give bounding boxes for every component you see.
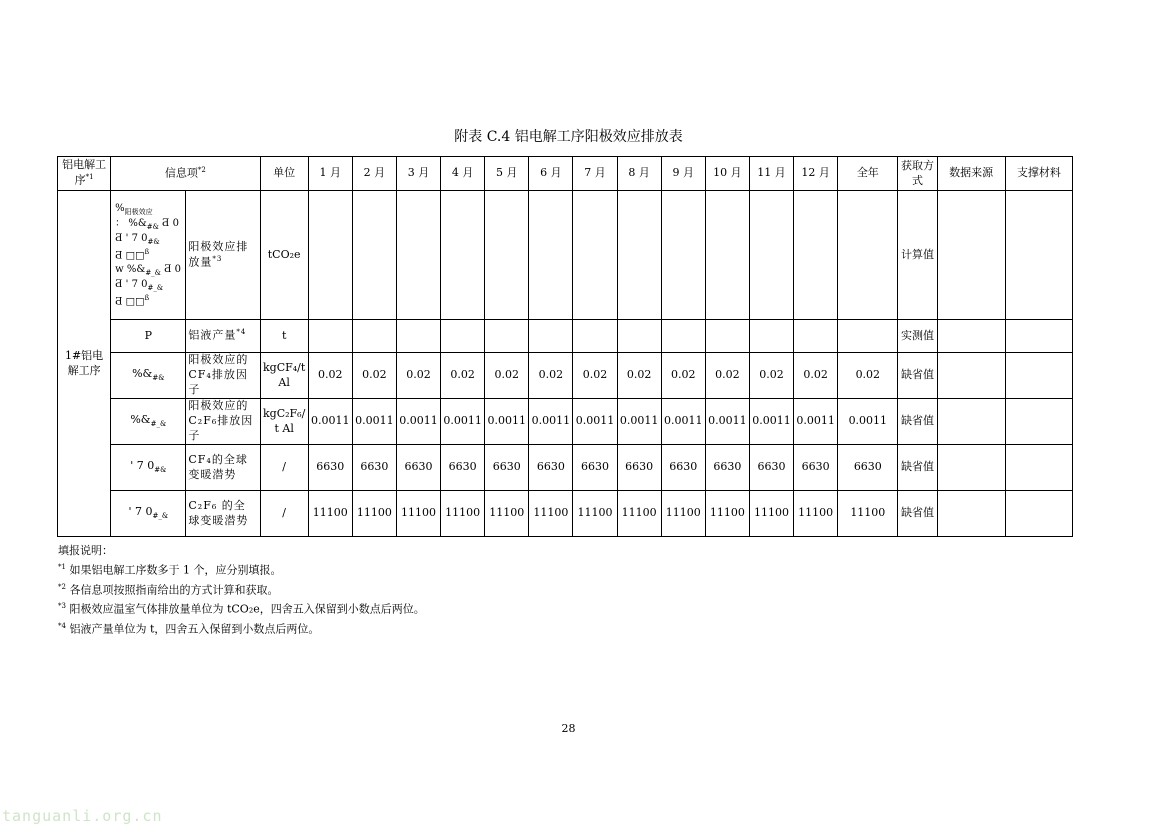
note-item: $^{*3}$ 阳极效应温室气体排放量单位为 tCO₂e，四舍五入保留到小数点后两位。 [58,602,425,616]
value-cell[interactable]: 6630 [573,445,617,491]
value-cell[interactable]: 11100 [485,491,529,537]
value-cell[interactable]: 11100 [573,491,617,537]
value-cell[interactable] [396,191,440,320]
annual-value-cell[interactable]: 11100 [838,491,898,537]
value-cell[interactable]: 0.0011 [396,399,440,445]
unit-cell: / [260,445,308,491]
material-cell[interactable] [1005,353,1072,399]
info-label: C₂F₆ 的全球变暖潜势 [186,491,260,537]
value-cell[interactable]: 11100 [308,491,352,537]
value-cell[interactable] [396,320,440,353]
annual-value-cell[interactable] [838,191,898,320]
process-name-cell: 1#铝电解工序 [58,191,111,537]
header-row [58,157,1073,191]
value-cell[interactable]: 0.02 [396,353,440,399]
value-cell[interactable]: 0.02 [617,353,661,399]
value-cell[interactable] [441,320,485,353]
value-cell[interactable]: 11100 [396,491,440,537]
note-item: $^{*1}$ 如果铝电解工序数多于 1 个，应分别填报。 [58,563,282,577]
table-row [58,191,1073,320]
col-header-month: 12 月 [794,157,838,191]
method-cell: 计算值 [898,191,937,320]
source-cell[interactable] [937,399,1005,445]
value-cell[interactable]: 6630 [529,445,573,491]
info-label: 铝液产量$^{*4}$ [186,320,260,353]
value-cell[interactable]: 0.0011 [573,399,617,445]
value-cell[interactable]: 0.0011 [661,399,705,445]
col-header-month: 10 月 [705,157,749,191]
material-cell[interactable] [1005,191,1072,320]
unit-cell: / [260,491,308,537]
col-header-month: 4 月 [441,157,485,191]
col-header-process: 铝电解工序$^{*1}$ [58,157,111,191]
col-header-source: 数据来源 [937,157,1005,191]
page-number: 28 [561,722,576,735]
value-cell[interactable] [749,191,793,320]
col-header-unit: 单位 [260,157,308,191]
source-cell[interactable] [937,191,1005,320]
notes-section [58,543,425,638]
col-header-month: 1 月 [308,157,352,191]
value-cell[interactable]: 6630 [352,445,396,491]
value-cell[interactable] [573,191,617,320]
method-cell: 缺省值 [898,445,937,491]
value-cell[interactable] [485,320,529,353]
value-cell[interactable]: 6630 [794,445,838,491]
symbol-cell: $\%\&_{\#\&}$ [111,353,186,399]
material-cell[interactable] [1005,320,1072,353]
unit-cell: kgCF₄/t Al [260,353,308,399]
col-header-material: 支撑材料 [1005,157,1072,191]
value-cell[interactable] [485,191,529,320]
annual-value-cell[interactable]: 6630 [838,445,898,491]
col-header-method: 获取方式 [898,157,937,191]
value-cell[interactable]: 0.0011 [529,399,573,445]
value-cell[interactable]: 6630 [396,445,440,491]
value-cell[interactable]: 0.02 [573,353,617,399]
table-row [58,353,1073,399]
value-cell[interactable]: 11100 [441,491,485,537]
method-cell: 实测值 [898,320,937,353]
value-cell[interactable]: 0.0011 [485,399,529,445]
value-cell[interactable]: 11100 [705,491,749,537]
value-cell[interactable] [705,191,749,320]
value-cell[interactable] [617,191,661,320]
source-cell[interactable] [937,320,1005,353]
annual-value-cell[interactable] [838,320,898,353]
value-cell[interactable]: 0.02 [308,353,352,399]
col-header-month: 3 月 [396,157,440,191]
value-cell[interactable]: 11100 [352,491,396,537]
table-row [58,399,1073,445]
material-cell[interactable] [1005,399,1072,445]
value-cell[interactable]: 0.02 [485,353,529,399]
value-cell[interactable]: 0.02 [529,353,573,399]
emission-table [57,156,1073,537]
value-cell[interactable] [794,320,838,353]
method-cell: 缺省值 [898,399,937,445]
table-row [58,445,1073,491]
value-cell[interactable]: 6630 [441,445,485,491]
value-cell[interactable]: 0.0011 [705,399,749,445]
col-header-month: 9 月 [661,157,705,191]
unit-cell: t [260,320,308,353]
col-header-month: 5 月 [485,157,529,191]
value-cell[interactable]: 6630 [617,445,661,491]
value-cell[interactable]: 0.02 [661,353,705,399]
value-cell[interactable] [352,320,396,353]
info-label: 阳极效应排放量$^{*3}$ [186,191,260,320]
note-item: $^{*2}$ 各信息项按照指南给出的方式计算和获取。 [58,582,279,597]
info-label: CF₄的全球变暖潜势 [186,445,260,491]
value-cell[interactable] [705,320,749,353]
value-cell[interactable]: 0.0011 [308,399,352,445]
info-label: 阳极效应的C₂F₆排放因子 [186,399,260,445]
value-cell[interactable] [661,320,705,353]
formula-cell: $\%_{阳极效应}$ ： $\%\&_{\#\&}$ Ƌ 0 Ƌ ' 7 $0_{\#\&}$ Ƌ □□$^ß$ w $\%\&_{\#\_\&}$ Ƌ 0 Ƌ ' 7 $0_{\#\_\&}$ Ƌ □□$^ß$ [111,191,186,320]
value-cell[interactable]: 0.02 [705,353,749,399]
value-cell[interactable] [529,320,573,353]
value-cell[interactable] [749,320,793,353]
value-cell[interactable]: 11100 [529,491,573,537]
annual-value-cell[interactable]: 0.02 [838,353,898,399]
value-cell[interactable]: 6630 [705,445,749,491]
symbol-cell: ' 7 $0_{\#\&}$ [111,445,186,491]
value-cell[interactable]: 11100 [661,491,705,537]
value-cell[interactable]: 0.02 [794,353,838,399]
method-cell: 缺省值 [898,491,937,537]
watermark-text: tanguanli.org.cn [2,807,163,825]
source-cell[interactable] [937,491,1005,537]
value-cell[interactable]: 0.02 [441,353,485,399]
unit-cell: kgC₂F₆/t Al [260,399,308,445]
method-cell: 缺省值 [898,353,937,399]
symbol-cell: $\%\&_{\#\_\&}$ [111,399,186,445]
value-cell[interactable] [308,320,352,353]
material-cell[interactable] [1005,445,1072,491]
annual-value-cell[interactable]: 0.0011 [838,399,898,445]
col-header-month: 2 月 [352,157,396,191]
value-cell[interactable]: 6630 [308,445,352,491]
col-header-month: 11 月 [749,157,793,191]
col-header-year: 全年 [838,157,898,191]
symbol-cell: P [111,320,186,353]
col-header-info: 信息项$^{*2}$ [111,157,260,191]
value-cell[interactable]: 11100 [794,491,838,537]
table-row [58,491,1073,537]
source-cell[interactable] [937,445,1005,491]
note-item: $^{*4}$ 铝液产量单位为 t，四舍五入保留到小数点后两位。 [58,621,320,636]
col-header-month: 6 月 [529,157,573,191]
info-label: 阳极效应的CF₄排放因子 [186,353,260,399]
value-cell[interactable] [352,191,396,320]
value-cell[interactable] [308,191,352,320]
symbol-cell: ' 7 $0_{\#\_\&}$ [111,491,186,537]
value-cell[interactable]: 0.0011 [749,399,793,445]
col-header-month: 8 月 [617,157,661,191]
value-cell[interactable] [794,191,838,320]
value-cell[interactable] [441,191,485,320]
value-cell[interactable] [617,320,661,353]
value-cell[interactable]: 11100 [617,491,661,537]
value-cell[interactable]: 6630 [661,445,705,491]
material-cell[interactable] [1005,491,1072,537]
value-cell[interactable]: 11100 [749,491,793,537]
notes-heading: 填报说明： [58,544,113,557]
value-cell[interactable] [529,191,573,320]
value-cell[interactable]: 0.0011 [794,399,838,445]
col-header-month: 7 月 [573,157,617,191]
value-cell[interactable]: 0.0011 [441,399,485,445]
value-cell[interactable]: 0.0011 [617,399,661,445]
value-cell[interactable]: 0.0011 [352,399,396,445]
source-cell[interactable] [937,353,1005,399]
value-cell[interactable]: 6630 [749,445,793,491]
value-cell[interactable]: 0.02 [749,353,793,399]
value-cell[interactable] [661,191,705,320]
unit-cell: tCO₂e [260,191,308,320]
table-row [58,320,1073,353]
value-cell[interactable]: 0.02 [352,353,396,399]
table-title: 附表 C.4 铝电解工序阳极效应排放表 [454,129,683,145]
value-cell[interactable] [573,320,617,353]
value-cell[interactable]: 6630 [485,445,529,491]
